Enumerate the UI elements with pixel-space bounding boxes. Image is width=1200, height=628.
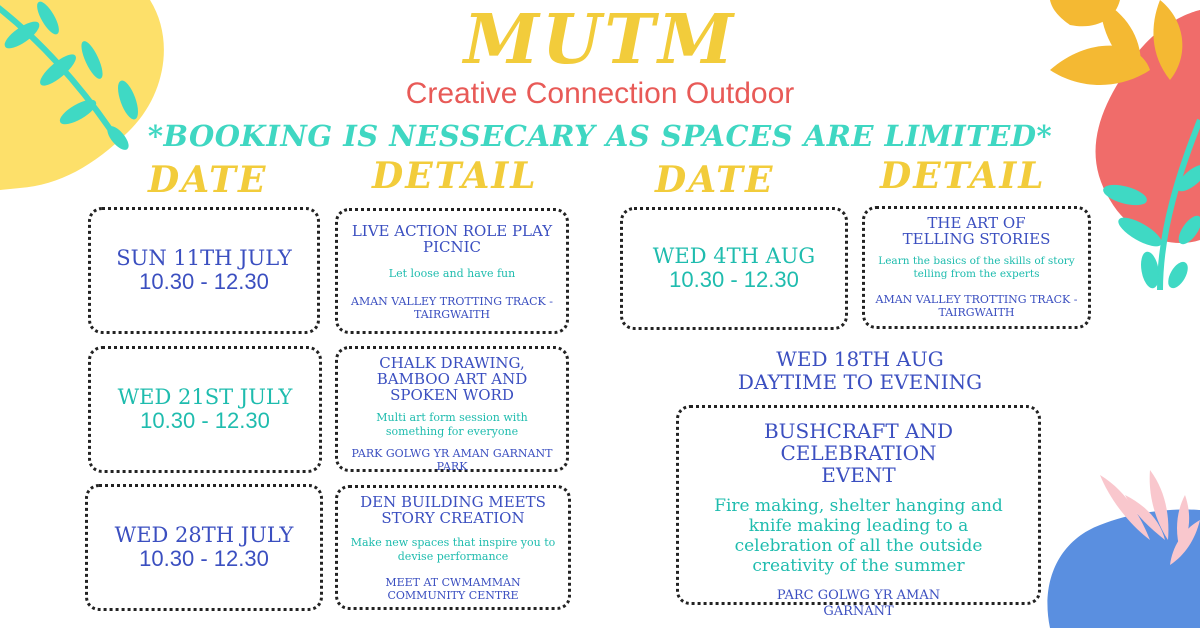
event-date-box <box>88 346 322 473</box>
detail-heading-right: DETAIL <box>880 155 1046 197</box>
event-title: DEN BUILDING MEETS STORY CREATION <box>360 493 546 527</box>
event-date: WED 4TH AUG <box>652 244 816 268</box>
special-event-time: DAYTIME TO EVENING <box>737 370 983 394</box>
event-title: CHALK DRAWING, BAMBOO ART AND SPOKEN WORD <box>376 354 528 404</box>
booking-notice: *BOOKING IS NESSECARY AS SPACES ARE LIMITED* <box>147 119 1053 153</box>
event-date: SUN 11TH JULY <box>116 246 292 270</box>
event-location: MEET AT CWMAMMAN COMMUNITY CENTRE <box>385 576 521 602</box>
date-heading-right: DATE <box>655 159 775 201</box>
event-time: 10.30 - 12.30 <box>140 408 270 433</box>
special-event-description: Fire making, shelter hanging and knife making leading to a celebration of all the outside creativity of the summer <box>714 496 1003 576</box>
event-time: 10.30 - 12.30 <box>669 267 799 292</box>
special-event-date: WED 18TH AUG <box>776 347 944 371</box>
event-title: THE ART OF TELLING STORIES <box>902 214 1051 248</box>
event-time: 10.30 - 12.30 <box>139 546 269 571</box>
event-detail-box <box>862 206 1091 329</box>
event-location: PARK GOLWG YR AMAN GARNANT PARK <box>351 447 553 473</box>
detail-heading-left: DETAIL <box>372 155 538 197</box>
date-heading-left: DATE <box>148 159 268 201</box>
event-detail-box <box>335 208 569 334</box>
event-location: AMAN VALLEY TROTTING TRACK - TAIRGWAITH <box>351 295 553 321</box>
event-date: WED 28TH JULY <box>114 523 294 547</box>
event-date: WED 21ST JULY <box>117 385 293 409</box>
event-detail-box <box>335 485 571 610</box>
event-date-box <box>85 484 323 611</box>
special-event-box <box>676 405 1041 619</box>
event-time: 10.30 - 12.30 <box>139 269 269 294</box>
event-description: Multi art form session with something for everyone <box>376 411 528 438</box>
event-description: Let loose and have fun <box>388 267 516 280</box>
event-date-box <box>620 207 848 330</box>
event-description: Make new spaces that inspire you to devise performance <box>350 536 556 563</box>
brand-title: MUTM <box>463 0 737 80</box>
special-event-title: BUSHCRAFT AND CELEBRATION EVENT <box>763 419 954 487</box>
event-date-box <box>88 207 320 334</box>
event-description: Learn the basics of the skills of story telling from the experts <box>878 255 1075 280</box>
subtitle: Creative Connection Outdoor <box>405 77 795 110</box>
event-location: AMAN VALLEY TROTTING TRACK - TAIRGWAITH <box>875 293 1078 319</box>
special-event-location: PARC GOLWG YR AMAN GARNANT <box>776 588 941 619</box>
event-detail-box <box>335 346 569 472</box>
event-title: LIVE ACTION ROLE PLAY PICNIC <box>351 222 553 256</box>
